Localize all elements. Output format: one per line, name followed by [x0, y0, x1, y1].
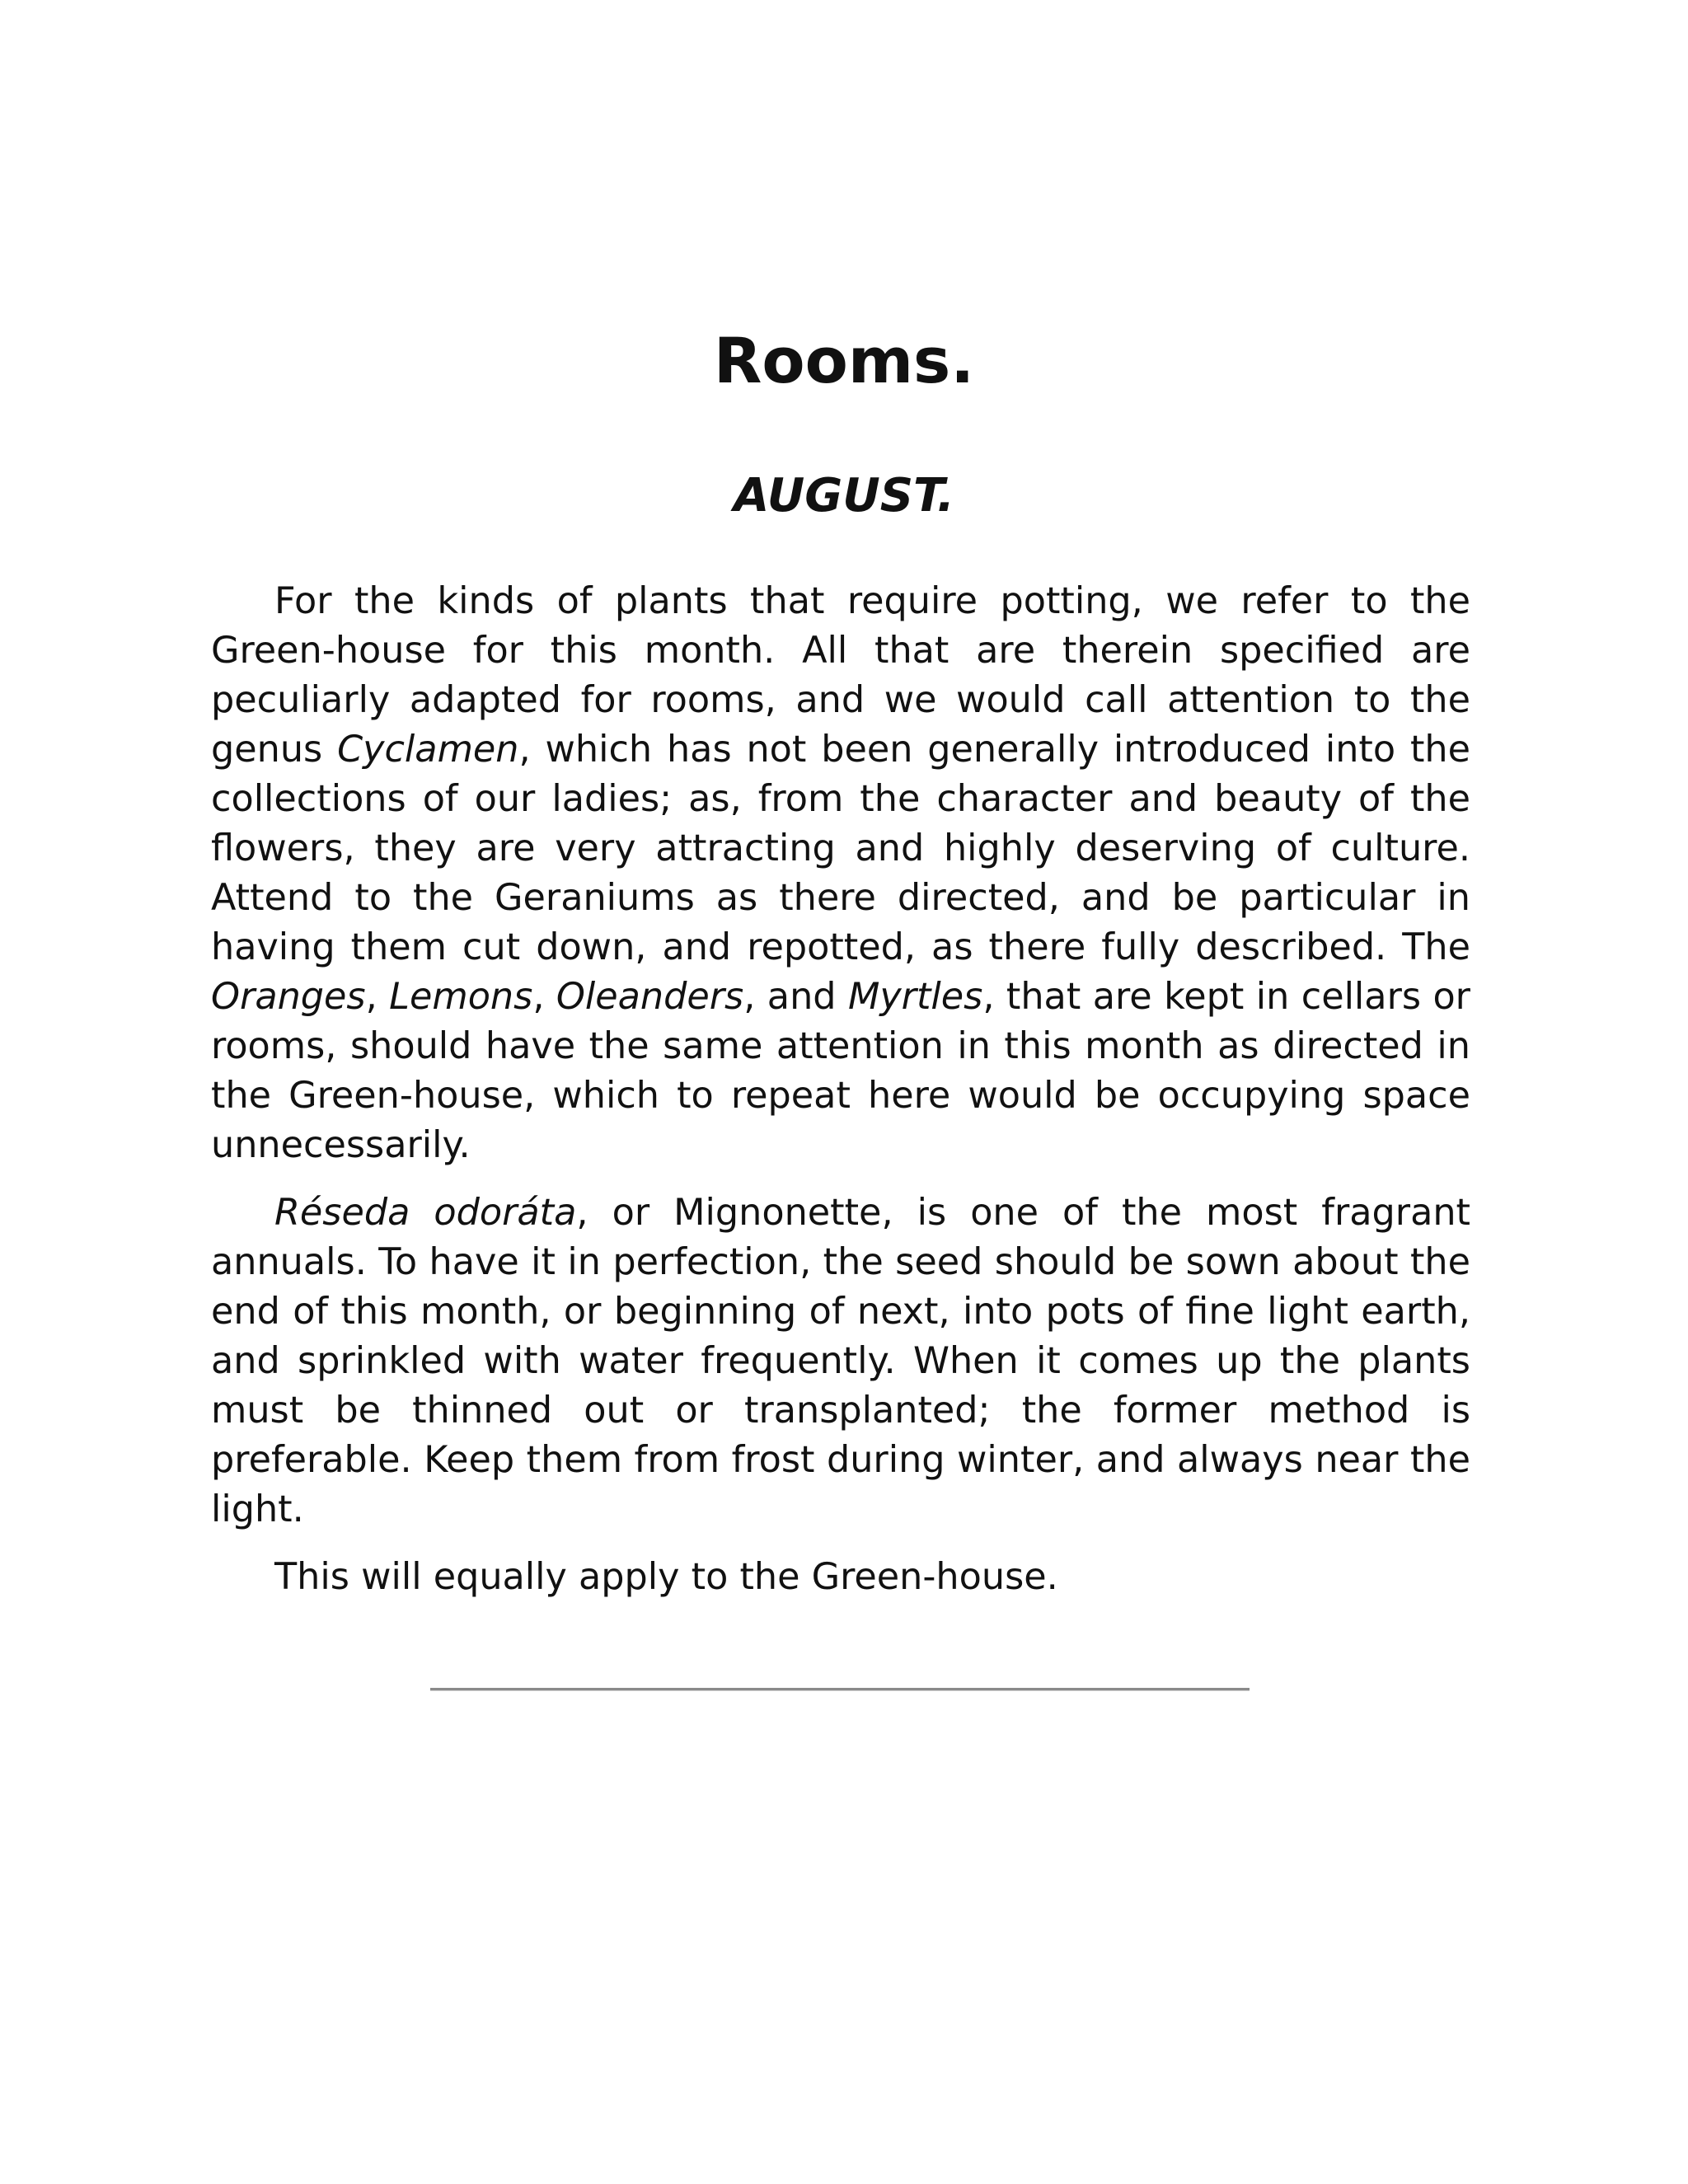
text-run: This will equally apply to the Green-house. [274, 1556, 1058, 1598]
italic-term-myrtles: Myrtles [847, 976, 983, 1018]
italic-term-oranges: Oranges [211, 976, 366, 1018]
text-run: , and [743, 976, 848, 1018]
text-run: , [365, 976, 390, 1018]
text-run: , or Mignonette, is one of the most fragrant annuals. To have it in perfection, the seed should be sown about the end of this month, or beginning of next, into pots of fine light earth, and sprinkled with water frequently. When it comes up the plants must be thinned out or transplanted; the former method is preferable. Keep them from frost during winter, and always near the light. [211, 1192, 1470, 1530]
italic-term-lemons: Lemons [389, 976, 533, 1018]
page-title: Rooms. [713, 324, 975, 397]
body-text [211, 577, 1470, 1620]
section-heading-month: AUGUST. [733, 469, 955, 523]
italic-term-cyclamen: Cyclamen [337, 729, 519, 771]
text-run: , that are kept in cellars or rooms, should have the same attention in this month as directed in the Green-house, which to repeat here would be occupying space unnecessarily. [211, 976, 1470, 1166]
text-run: For the kinds of plants that require potting, we refer to the Green-house for this month. All that are therein specified are peculiarly adapted for rooms, and we would call attention to the genus [211, 580, 1470, 771]
section-divider-rule [430, 1688, 1250, 1691]
italic-term-oleanders: Oleanders [556, 976, 744, 1018]
paragraph-mignonette [211, 1188, 1470, 1535]
text-run: , which has not been generally introduced into the collections of our ladies; as, from the character and beauty of the flowers, they are very attracting and highly deserving of culture. Attend to the Geraniums as there directed, and be particular in having them cut down, and repotted, as there fully described. The [211, 729, 1470, 968]
paragraph-cyclamen [211, 577, 1470, 1170]
italic-term-reseda-odorata: Réseda odoráta [274, 1192, 577, 1234]
text-run: , [532, 976, 556, 1018]
paragraph-green-house-note [211, 1553, 1470, 1602]
